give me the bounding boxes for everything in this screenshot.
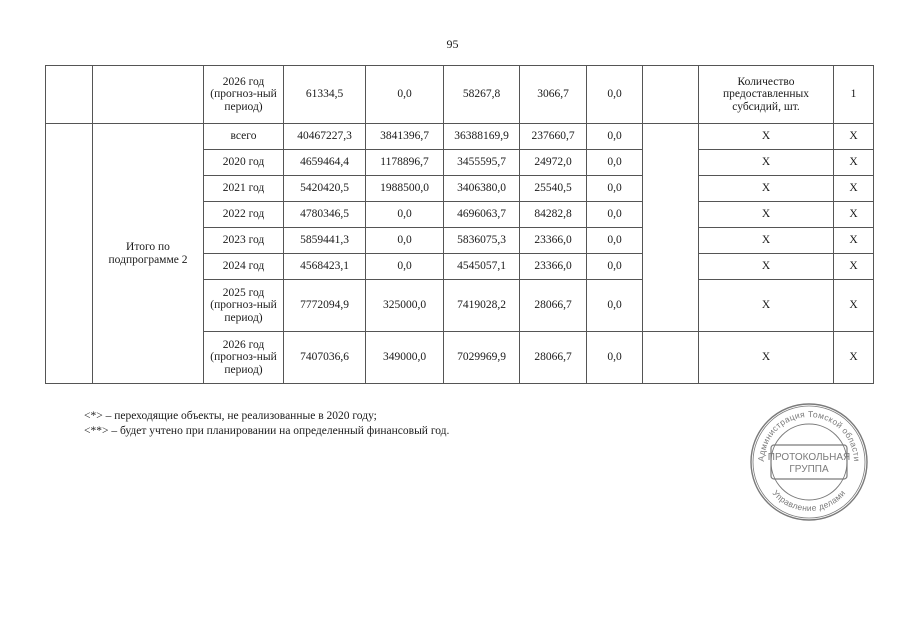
x-cell: X	[834, 202, 874, 228]
value-cell: 3406380,0	[444, 176, 520, 202]
x-cell: X	[699, 254, 834, 280]
year-cell: 2020 год	[204, 150, 284, 176]
value-cell: 7029969,9	[444, 332, 520, 384]
value-cell: 237660,7	[520, 124, 587, 150]
value-cell: 4568423,1	[284, 254, 366, 280]
value-cell: 4780346,5	[284, 202, 366, 228]
value-cell: 28066,7	[520, 280, 587, 332]
value-cell: 36388169,9	[444, 124, 520, 150]
stamp-ring-top-text: Администрация Томской области	[755, 408, 863, 462]
value-cell: 61334,5	[284, 66, 366, 124]
value-cell: 0,0	[366, 202, 444, 228]
value-cell: 0,0	[587, 254, 643, 280]
year-cell: 2026 год (прогноз-ный период)	[204, 66, 284, 124]
empty-merged-cell	[643, 124, 699, 332]
value-cell: 23366,0	[520, 254, 587, 280]
value-cell: 58267,8	[444, 66, 520, 124]
table-row	[46, 66, 874, 124]
page-number: 95	[446, 37, 459, 51]
value-cell: 25540,5	[520, 176, 587, 202]
value-cell: 84282,8	[520, 202, 587, 228]
value-cell: 0,0	[587, 332, 643, 384]
year-cell: 2025 год (прогноз-ный период)	[204, 280, 284, 332]
year-cell: всего	[204, 124, 284, 150]
value-cell: 0,0	[587, 66, 643, 124]
stamp-seal	[748, 401, 870, 523]
year-cell: 2023 год	[204, 228, 284, 254]
value-cell: 0,0	[366, 66, 444, 124]
value-cell: 5836075,3	[444, 228, 520, 254]
x-cell: X	[699, 280, 834, 332]
x-cell: X	[699, 228, 834, 254]
x-cell: X	[699, 176, 834, 202]
table-row	[46, 124, 874, 150]
indicator-value-cell: 1	[834, 66, 874, 124]
footnote-2: <**> – будет учтено при планировании на определенный финансовый год.	[84, 425, 450, 437]
indicator-cell: Количество предоставленных субсидий, шт.	[699, 66, 834, 124]
value-cell: 3066,7	[520, 66, 587, 124]
value-cell: 0,0	[587, 150, 643, 176]
empty-cell	[643, 332, 699, 384]
value-cell: 3841396,7	[366, 124, 444, 150]
value-cell: 3455595,7	[444, 150, 520, 176]
value-cell: 0,0	[587, 228, 643, 254]
x-cell: X	[834, 150, 874, 176]
value-cell: 325000,0	[366, 280, 444, 332]
year-cell: 2022 год	[204, 202, 284, 228]
value-cell: 349000,0	[366, 332, 444, 384]
x-cell: X	[834, 124, 874, 150]
value-cell: 5859441,3	[284, 228, 366, 254]
empty-num-cell	[46, 66, 93, 124]
footnote-1: <*> – переходящие объекты, не реализованные в 2020 году;	[84, 410, 377, 422]
year-cell: 2024 год	[204, 254, 284, 280]
x-cell: X	[834, 176, 874, 202]
value-cell: 0,0	[366, 228, 444, 254]
value-cell: 0,0	[587, 176, 643, 202]
year-cell: 2021 год	[204, 176, 284, 202]
value-cell: 0,0	[587, 124, 643, 150]
budget-table	[45, 65, 874, 384]
value-cell: 24972,0	[520, 150, 587, 176]
value-cell: 4545057,1	[444, 254, 520, 280]
value-cell: 40467227,3	[284, 124, 366, 150]
value-cell: 1988500,0	[366, 176, 444, 202]
x-cell: X	[699, 150, 834, 176]
total-label-cell: Итого по подпрограмме 2	[93, 124, 204, 384]
stamp-ring-bottom-text: Управление делами	[770, 487, 848, 514]
x-cell: X	[699, 124, 834, 150]
x-cell: X	[699, 332, 834, 384]
value-cell: 4659464,4	[284, 150, 366, 176]
value-cell: 0,0	[587, 280, 643, 332]
total-num-cell	[46, 124, 93, 384]
value-cell: 28066,7	[520, 332, 587, 384]
stamp-center-line1: ПРОТОКОЛЬНАЯ	[767, 452, 851, 463]
value-cell: 5420420,5	[284, 176, 366, 202]
x-cell: X	[834, 332, 874, 384]
x-cell: X	[834, 254, 874, 280]
value-cell: 4696063,7	[444, 202, 520, 228]
value-cell: 1178896,7	[366, 150, 444, 176]
value-cell: 23366,0	[520, 228, 587, 254]
year-cell: 2026 год (прогноз-ный период)	[204, 332, 284, 384]
value-cell: 7419028,2	[444, 280, 520, 332]
footnotes	[84, 409, 449, 439]
x-cell: X	[834, 280, 874, 332]
value-cell: 0,0	[366, 254, 444, 280]
x-cell: X	[834, 228, 874, 254]
value-cell: 7407036,6	[284, 332, 366, 384]
stamp-center-line2: ГРУППА	[789, 464, 829, 475]
empty-cell	[643, 66, 699, 124]
value-cell: 0,0	[587, 202, 643, 228]
empty-name-cell	[93, 66, 204, 124]
value-cell: 7772094,9	[284, 280, 366, 332]
x-cell: X	[699, 202, 834, 228]
